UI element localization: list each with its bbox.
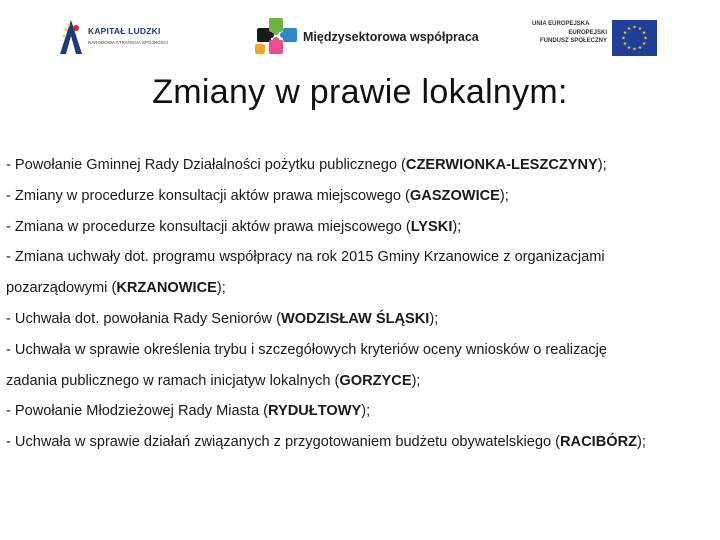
logo-bar — [0, 0, 720, 70]
list-item-text: - Powołanie Gminnej Rady Działalności pożytku publicznego ( — [6, 157, 406, 173]
list-item-text: zadania publicznego w ramach inicjatyw lokalnych ( — [6, 372, 340, 389]
eu-flag-icon — [612, 20, 657, 56]
list-item-text-end: ); — [637, 434, 646, 451]
puzzle-icon — [255, 16, 299, 56]
municipality-name: CZERWIONKA-LESZCZYNY — [405, 157, 598, 173]
list-item-text: - Uchwała w sprawie określenia trybu i szczegółowych kryteriów oceny wniosków o realizację — [6, 341, 608, 358]
list-item — [6, 242, 718, 273]
change-list — [6, 150, 718, 458]
list-item-text-end: ); — [216, 280, 226, 297]
municipality-name: LYSKI — [410, 218, 453, 235]
list-item — [6, 181, 718, 212]
list-item — [6, 212, 718, 243]
list-item — [6, 273, 718, 304]
list-item-text-end: ); — [597, 157, 607, 173]
municipality-name: RACIBÓRZ — [560, 434, 638, 451]
municipality-name: WODZISŁAW ŚLĄSKI — [281, 310, 430, 327]
list-item-text: pozarządowymi ( — [6, 280, 117, 297]
eu-line-3: FUNDUSZ SPOŁECZNY — [539, 38, 607, 44]
eu-logo — [532, 20, 662, 60]
kapital-ludzki-logo — [58, 18, 178, 58]
list-item — [6, 427, 718, 458]
list-item-text-end: ); — [361, 403, 371, 420]
list-item-text: - Uchwała w sprawie działań związanych z przygotowaniem budżetu obywatelskiego ( — [6, 434, 561, 451]
miedzysektorowa-logo — [255, 16, 479, 56]
list-item-text: - Zmiana uchwały dot. programu współpracy na rok 2015 Gminy Krzanowice z organizacjami — [6, 249, 605, 266]
list-item-text: - Zmiany w procedurze konsultacji aktów prawa miejscowego ( — [6, 187, 410, 204]
kapital-ludzki-subtitle: NARODOWA STRATEGIA SPÓJNOŚCI — [88, 40, 169, 45]
municipality-name: GASZOWICE — [409, 187, 500, 204]
miedzysektorowa-text: Międzysektorowa współpraca — [303, 30, 479, 44]
list-item — [6, 150, 718, 181]
list-item-text-end: ); — [429, 310, 439, 327]
list-item — [6, 366, 718, 397]
kapital-ludzki-mark-icon — [58, 18, 84, 56]
municipality-name: KRZANOWICE — [116, 280, 217, 297]
list-item-text-end: ); — [499, 187, 509, 204]
eu-line-1: UNIA EUROPEJSKA — [532, 21, 590, 27]
list-item — [6, 304, 718, 335]
eu-line-2: EUROPEJSKI — [568, 29, 607, 36]
eu-text — [532, 20, 607, 46]
list-item-text-end: ); — [452, 218, 462, 235]
list-item-text: - Uchwała dot. powołania Rady Seniorów ( — [6, 310, 281, 327]
list-item-text: - Powołanie Młodzieżowej Rady Miasta ( — [6, 403, 268, 420]
slide-title: Zmiany w prawie lokalnym: — [152, 73, 568, 111]
list-item — [6, 335, 718, 366]
list-item-text-end: ); — [411, 372, 421, 389]
kapital-ludzki-title: KAPITAŁ LUDZKI — [88, 26, 161, 36]
municipality-name: GORZYCE — [339, 372, 412, 389]
municipality-name: RYDUŁTOWY — [267, 403, 362, 420]
list-item — [6, 396, 718, 427]
list-item-text: - Zmiana w procedurze konsultacji aktów prawa miejscowego ( — [6, 218, 411, 235]
